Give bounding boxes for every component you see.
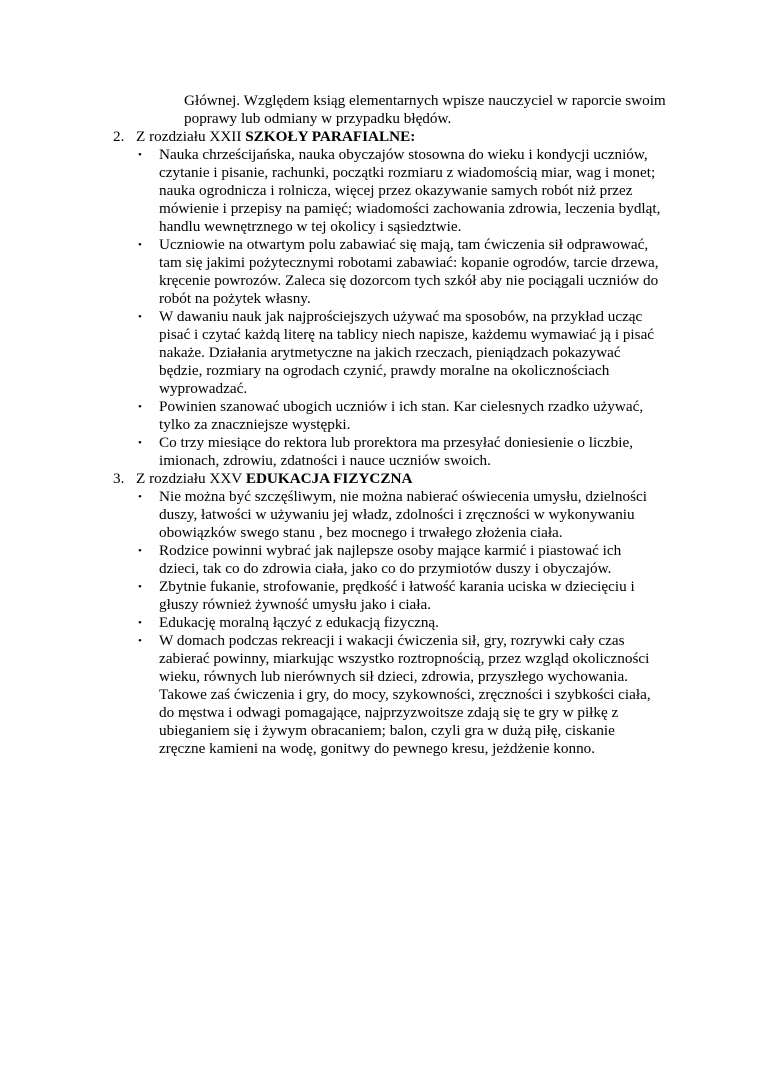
bullet-icon: • (138, 491, 142, 503)
bullet-line: kręcenie powrozów. Zaleca się dozorcom tych szkół aby nie pociągali uczniów do (159, 272, 659, 289)
bullet-line: dzieci, tak co do zdrowia ciała, jako co do przymiotów duszy i obyczajów. (159, 560, 612, 577)
bullet-line: nauka ogrodnicza i rolnicza, więcej przez okazywanie samych robót niż przez (159, 182, 633, 199)
bullet-line: Uczniowie na otwartym polu zabawiać się mają, tam ćwiczenia sił odprawować, (159, 236, 649, 253)
bullet-line: robót na pożytek własny. (159, 290, 311, 307)
bullet-line: wyprowadzać. (159, 380, 248, 397)
intro-line: poprawy lub odmiany w przypadku błędów. (184, 110, 452, 127)
bullet-line: zabierać powinny, miarkując wszystko roztropnością, przez wzgląd okoliczności (159, 650, 650, 667)
bullet-line: duszy, łatwości w używaniu jej władz, zdolności i zręczności w wykonywaniu (159, 506, 635, 523)
section-heading-prefix: Z rozdziału XXII (136, 128, 246, 145)
bullet-line: Powinien szanować ubogich uczniów i ich stan. Kar cielesnych rzadko używać, (159, 398, 644, 415)
bullet-line: Co trzy miesiące do rektora lub prorektora ma przesyłać doniesienie o liczbie, (159, 434, 634, 451)
section-number: 3. (113, 470, 125, 487)
bullet-line: Nauka chrześcijańska, nauka obyczajów stosowna do wieku i kondycji uczniów, (159, 146, 648, 163)
bullet-line: Takowe zaś ćwiczenia i gry, do mocy, szykowności, zręczności i szybkości ciała, (159, 686, 651, 703)
bullet-icon: • (138, 239, 142, 251)
bullet-line: do męstwa i odwagi pomagające, najprzyzwoitsze zdają się te gry w piłkę z (159, 704, 619, 721)
section-heading-suffix: : (410, 128, 416, 145)
bullet-icon: • (138, 311, 142, 323)
bullet-line: Zbytnie fukanie, strofowanie, prędkość i łatwość karania uciska w dziecięciu i (159, 578, 635, 595)
bullet-line: czytanie i pisanie, rachunki, początki rozmiaru z wiadomością miar, wag i monet; (159, 164, 656, 181)
bullet-line: głuszy również żywność umysłu jako i ciała. (159, 596, 432, 613)
section-heading-prefix: Z rozdziału XXV (136, 470, 246, 487)
bullet-icon: • (138, 401, 142, 413)
bullet-line: Nie można być szczęśliwym, nie można nabierać oświecenia umysłu, dzielności (159, 488, 647, 505)
section-number: 2. (113, 128, 125, 145)
section-heading-title: SZKOŁY PARAFIALNE (245, 128, 411, 145)
intro-line: Głównej. Względem ksiąg elementarnych wpisze nauczyciel w raporcie swoim (184, 92, 666, 109)
bullet-icon: • (138, 635, 142, 647)
bullet-line: Edukację moralną łączyć z edukacją fizyczną. (159, 614, 439, 631)
bullet-line: ubieganiem się i żywym obracaniem; balon, czyli gra w dużą piłę, ciskanie (159, 722, 615, 739)
bullet-line: zręczne kamieni na wodę, gonitwy do pewnego kresu, jeżdżenie konno. (159, 740, 596, 757)
bullet-icon: • (138, 581, 142, 593)
bullet-line: pisać i czytać każdą literę na tablicy niech napisze, każdemu wymawiać ją i pisać (159, 326, 655, 343)
bullet-line: W domach podczas rekreacji i wakacji ćwiczenia sił, gry, rozrywki cały czas (159, 632, 625, 649)
bullet-icon: • (138, 617, 142, 629)
section-heading (136, 470, 412, 488)
bullet-line: tam się jakimi pożytecznymi robotami zabawiać: kopanie ogrodów, tarcie drzewa, (159, 254, 659, 271)
bullet-line: wieku, równych lub nierównych sił dzieci, zdrowia, przyszłego wychowania. (159, 668, 628, 685)
section-heading (136, 128, 415, 146)
bullet-icon: • (138, 545, 142, 557)
bullet-icon: • (138, 437, 142, 449)
bullet-line: będzie, rozmiary na ogrodach czynić, prawdy moralne na okolicznościach (159, 362, 610, 379)
bullet-line: Rodzice powinni wybrać jak najlepsze osoby mające karmić i piastować ich (159, 542, 622, 559)
bullet-line: imionach, zdrowiu, zdatności i nauce uczniów swoich. (159, 452, 491, 469)
section-heading-title: EDUKACJA FIZYCZNA (245, 470, 413, 487)
bullet-line: handlu wewnętrznego w tej okolicy i sąsiedztwie. (159, 218, 462, 235)
bullet-line: nakaże. Działania arytmetyczne na jakich rzeczach, pieniądzach pokazywać (159, 344, 621, 361)
bullet-line: tylko za znaczniejsze występki. (159, 416, 351, 433)
bullet-line: obowiązków swego stanu , bez mocnego i trwałego złożenia ciała. (159, 524, 563, 541)
bullet-icon: • (138, 149, 142, 161)
bullet-line: mówienie i przepisy na pamięć; wiadomości zachowania zdrowia, leczenia bydląt, (159, 200, 661, 217)
bullet-line: W dawaniu nauk jak najprościejszych używać ma sposobów, na przykład ucząc (159, 308, 643, 325)
